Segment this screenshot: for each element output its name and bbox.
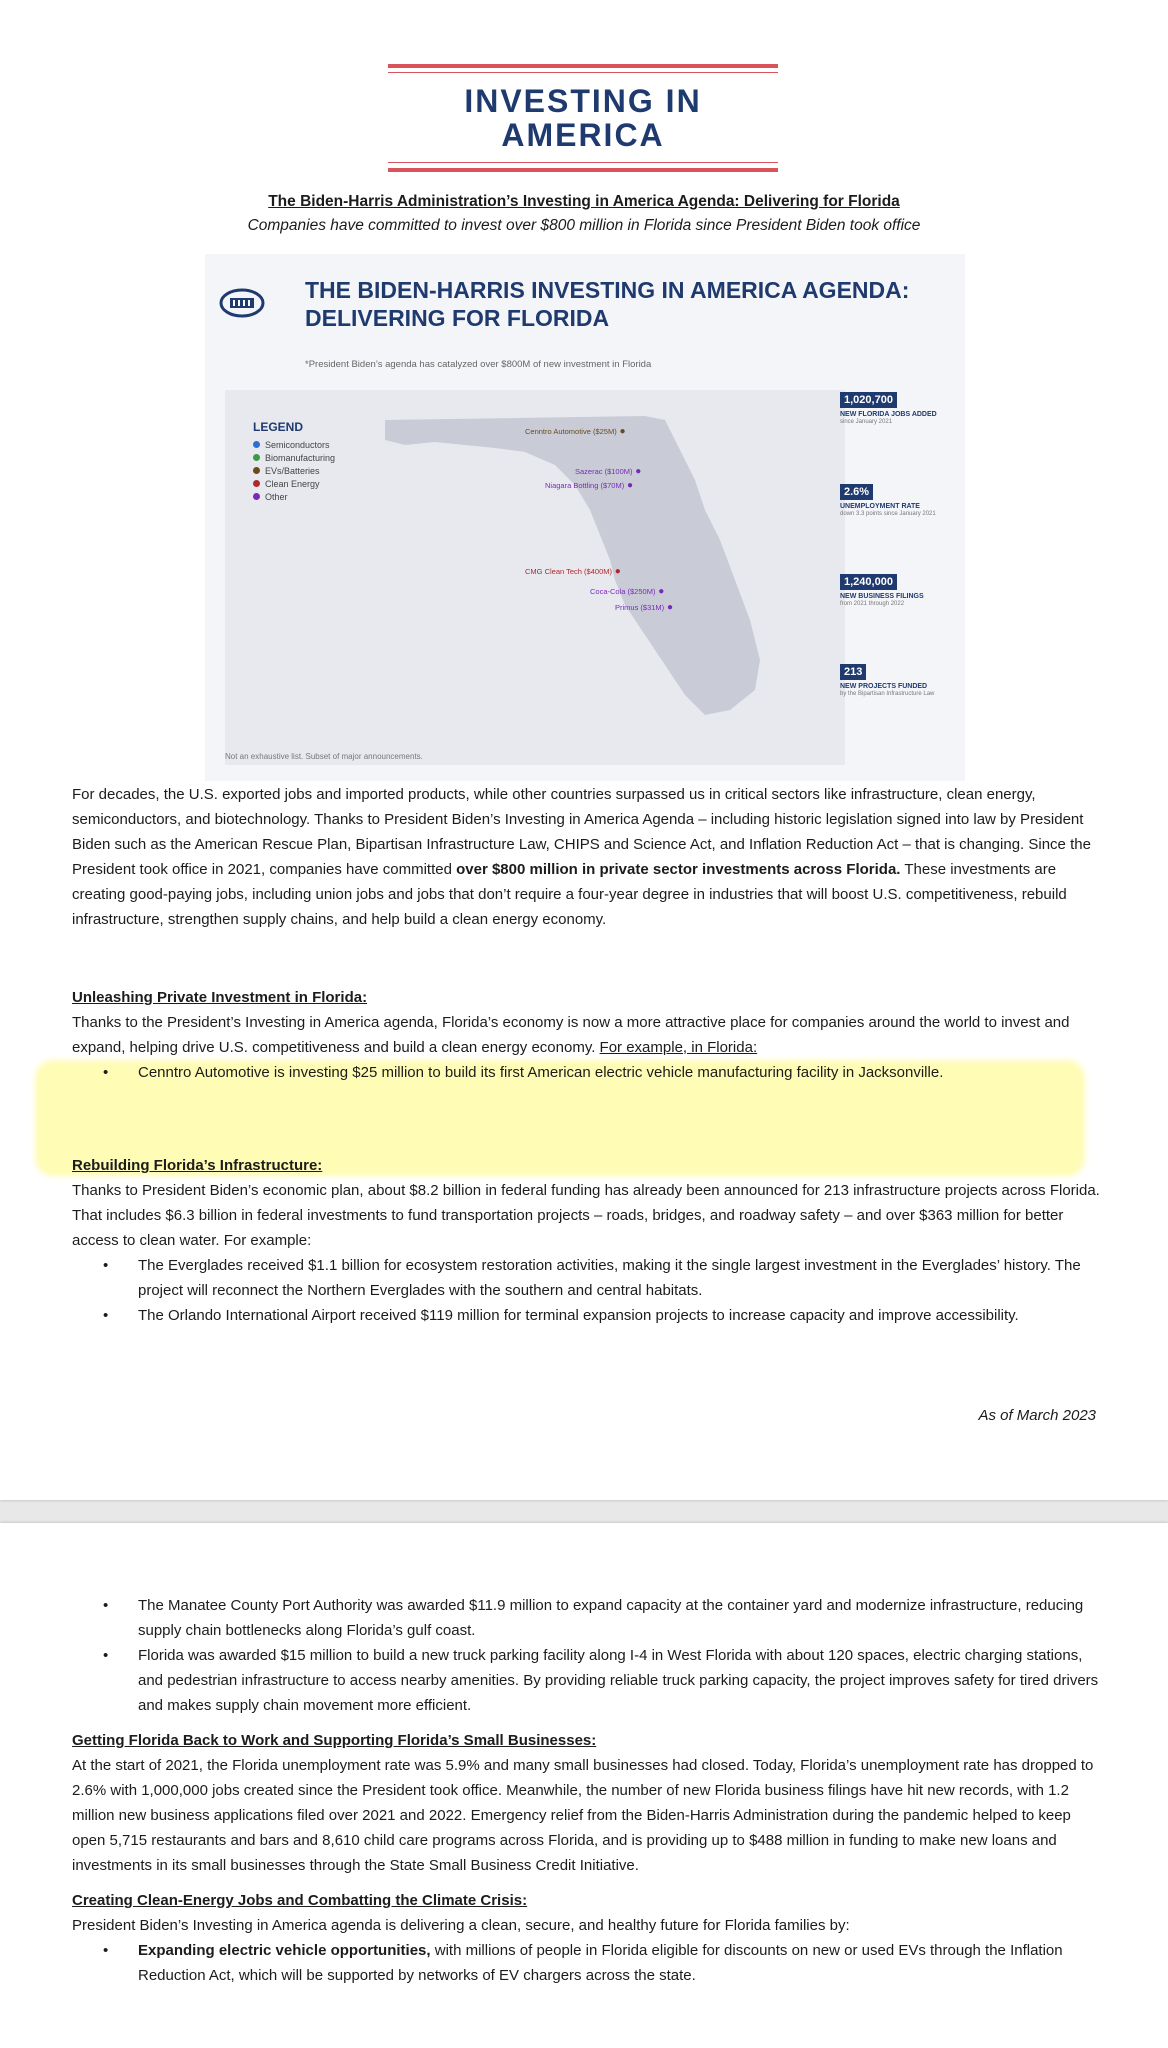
list-item: • Florida was awarded $15 million to build a new truck parking facility along I-4 in West Florida with about 120 spaces, electric charging stations, and pedestrian infrastructure to access nearby amenities. By providing reliable truck parking capacity, the project improves safety for tired drivers and makes supply chain movement more efficient. (72, 1643, 1102, 1718)
infographic-heading (305, 276, 945, 332)
list-item: • The Everglades received $1.1 billion for ecosystem restoration activities, making it the single largest investment in the Everglades’ history. The project will reconnect the Northern Everglades with the southern and central habitats. (72, 1253, 1102, 1303)
map-marker-label: CMG Clean Tech ($400M) (525, 567, 612, 576)
section-heading: Getting Florida Back to Work and Supporting Florida’s Small Businesses: (72, 1732, 597, 1749)
map-marker-dot-icon: ● (664, 602, 674, 613)
legend-label: Semiconductors (265, 439, 330, 450)
stat-value: 1,020,700 (840, 392, 897, 408)
section-heading: Unleashing Private Investment in Florida: (72, 989, 368, 1006)
section-private-investment (72, 985, 1102, 1085)
map-marker-dot-icon: ● (616, 426, 626, 437)
bullet-list (72, 1253, 1102, 1328)
infographic-note: *President Biden’s agenda has catalyzed over $800M of new investment in Florida (305, 359, 652, 370)
stat-detail: down 3.3 points since January 2021 (840, 511, 936, 517)
legend-item (253, 490, 335, 503)
stat-value: 1,240,000 (840, 574, 897, 590)
bullet-text: with millions of people in Florida eligible for discounts on new or used EVs through the Inflation Reduction Act, which will be supported by networks of EV chargers across the state. (138, 1942, 1063, 1984)
bullet-list (72, 1060, 1102, 1085)
legend-label: Clean Energy (265, 478, 320, 489)
stat-label: NEW BUSINESS FILINGS (840, 593, 924, 600)
map-marker-label: Coca-Cola ($250M) (590, 587, 656, 596)
stat-projects (840, 662, 955, 698)
stat-label: NEW FLORIDA JOBS ADDED (840, 411, 937, 418)
infographic (205, 254, 965, 781)
banner-rule-bottom (388, 168, 778, 172)
section-heading: Creating Clean-Energy Jobs and Combatting the Climate Crisis: (72, 1892, 528, 1909)
legend-title: LEGEND (253, 420, 304, 434)
as-of-date: As of March 2023 (978, 1407, 1096, 1424)
legend-item (253, 438, 335, 451)
banner-rule-top-thin (388, 72, 778, 73)
legend-dot-icon (253, 467, 260, 474)
section-text: Thanks to President Biden’s economic plan, about $8.2 billion in federal funding has already been announced for 213 infrastructure projects across Florida. That includes $6.3 billion in federal investments to fund transportation projects – roads, bridges, and roadway safety – and over $363 million for better access to clean water. For example: (72, 1182, 1100, 1249)
map-marker-dot-icon: ● (655, 586, 665, 597)
stat-jobs (840, 390, 955, 426)
stat-label: NEW PROJECTS FUNDED (840, 683, 928, 690)
legend-label: Other (265, 491, 288, 502)
stat-label: UNEMPLOYMENT RATE (840, 503, 920, 510)
map-marker (575, 466, 641, 477)
bullet-list (72, 1938, 1102, 1988)
section-infrastructure (72, 1153, 1102, 1328)
map-marker (525, 566, 621, 577)
banner-title-line1: INVESTING IN (464, 83, 702, 119)
map-marker-dot-icon: ● (632, 466, 642, 477)
bullet-list (72, 1593, 1102, 1718)
investing-in-america-logo (388, 64, 778, 174)
legend-item (253, 451, 335, 464)
page2-content (72, 1593, 1102, 1988)
section-text: At the start of 2021, the Florida unemployment rate was 5.9% and many small businesses had closed. Today, Florida’s unemployment rate has dropped to 2.6% with 1,000,000 jobs created since the President took office. Meanwhile, the number of new Florida business filings have hit new records, with 1.2 million new business applications filed over 2021 and 2022. Emergency relief from the Biden-Harris Administration during the pandemic helped to keep open 5,715 restaurants and bars and 8,610 child care programs across Florida, and is providing up to $488 million in funding to make new loans and investments in its small businesses through the State Small Business Credit Initiative. (72, 1757, 1094, 1874)
banner-rule-top (388, 64, 778, 68)
stat-detail: by the Bipartisan Infrastructure Law (840, 691, 935, 697)
map-marker-label: Primus ($31M) (615, 603, 665, 612)
stat-business-filings (840, 572, 955, 608)
map-footnote: Not an exhaustive list. Subset of major announcements. (225, 752, 423, 761)
legend-item (253, 464, 335, 477)
stat-detail: since January 2021 (840, 419, 893, 425)
legend-dot-icon (253, 441, 260, 448)
intro-bold: over $800 million in private sector investments across Florida. (456, 861, 901, 878)
intro-paragraph (72, 782, 1102, 932)
map-marker (525, 426, 626, 437)
legend-label: EVs/Batteries (265, 465, 320, 476)
map-legend (253, 420, 335, 503)
banner-rule-bottom-thin (388, 162, 778, 163)
infographic-heading-line2: DELIVERING FOR FLORIDA (305, 305, 610, 331)
section-text: Thanks to the President’s Investing in America agenda, Florida’s economy is now a more attractive place for companies around the world to invest and expand, helping drive U.S. competitiveness and build a clean energy economy. (72, 1014, 1070, 1056)
section-heading: Rebuilding Florida’s Infrastructure: (72, 1157, 323, 1174)
legend-dot-icon (253, 493, 260, 500)
stat-value: 2.6% (840, 484, 873, 500)
map-marker (545, 480, 633, 491)
map-marker-label: Sazerac ($100M) (575, 467, 633, 476)
map-marker-dot-icon: ● (611, 566, 621, 577)
stat-unemployment (840, 482, 955, 518)
banner-title (388, 84, 778, 152)
document-title: The Biden-Harris Administration’s Investing in America Agenda: Delivering for Florida (268, 193, 900, 210)
map-marker-label: Cenntro Automotive ($25M) (525, 427, 617, 436)
document-subtitle: Companies have committed to invest over $800 million in Florida since President Biden took office (247, 217, 921, 234)
bullet-bold: Expanding electric vehicle opportunities, (138, 1942, 431, 1959)
document-page-2 (0, 1523, 1168, 2048)
list-item: • Cenntro Automotive is investing $25 million to build its first American electric vehicle manufacturing facility in Jacksonville. (72, 1060, 1102, 1085)
banner-title-line2: AMERICA (501, 117, 665, 153)
legend-item (253, 477, 335, 490)
map-marker (615, 602, 673, 613)
list-item (72, 1938, 1102, 1988)
map-marker (590, 586, 664, 597)
list-item: • The Manatee County Port Authority was awarded $11.9 million to expand capacity at the container yard and modernize infrastructure, reducing supply chain bottlenecks along Florida’s gulf coast. (72, 1593, 1102, 1643)
infographic-heading-line1: THE BIDEN-HARRIS INVESTING IN AMERICA AGENDA: (305, 277, 910, 303)
intro-text-b: These investments are creating good-paying jobs, including union jobs and jobs that don’t require a four-year degree in industries that will boost U.S. competitiveness, rebuild infrastructure, strengthen supply chains, and help build a clean energy economy. (72, 861, 1067, 928)
white-house-seal-icon (219, 288, 265, 318)
stat-value: 213 (840, 664, 866, 680)
intro-text-a: For decades, the U.S. exported jobs and imported products, while other countries surpassed us in critical sectors like infrastructure, clean energy, semiconductors, and biotechnology. Thanks to President Biden’s Investing in America Agenda – including historic legislation signed into law by President Biden such as the American Rescue Plan, Bipartisan Infrastructure Law, CHIPS and Science Act, and Inflation Reduction Act – that is changing. Since the President took office in 2021, companies have committed (72, 786, 1091, 878)
section-text: President Biden’s Investing in America agenda is delivering a clean, secure, and healthy future for Florida families by: (72, 1917, 850, 1934)
example-label: For example, in Florida: (599, 1039, 758, 1056)
legend-label: Biomanufacturing (265, 452, 336, 463)
legend-dot-icon (253, 480, 260, 487)
list-item: • The Orlando International Airport received $119 million for terminal expansion projects to increase capacity and improve accessibility. (72, 1303, 1102, 1328)
map-marker-label: Niagara Bottling ($70M) (545, 481, 625, 490)
map-marker-dot-icon: ● (624, 480, 634, 491)
stat-detail: from 2021 through 2022 (840, 601, 905, 607)
legend-dot-icon (253, 454, 260, 461)
florida-map (225, 390, 845, 765)
